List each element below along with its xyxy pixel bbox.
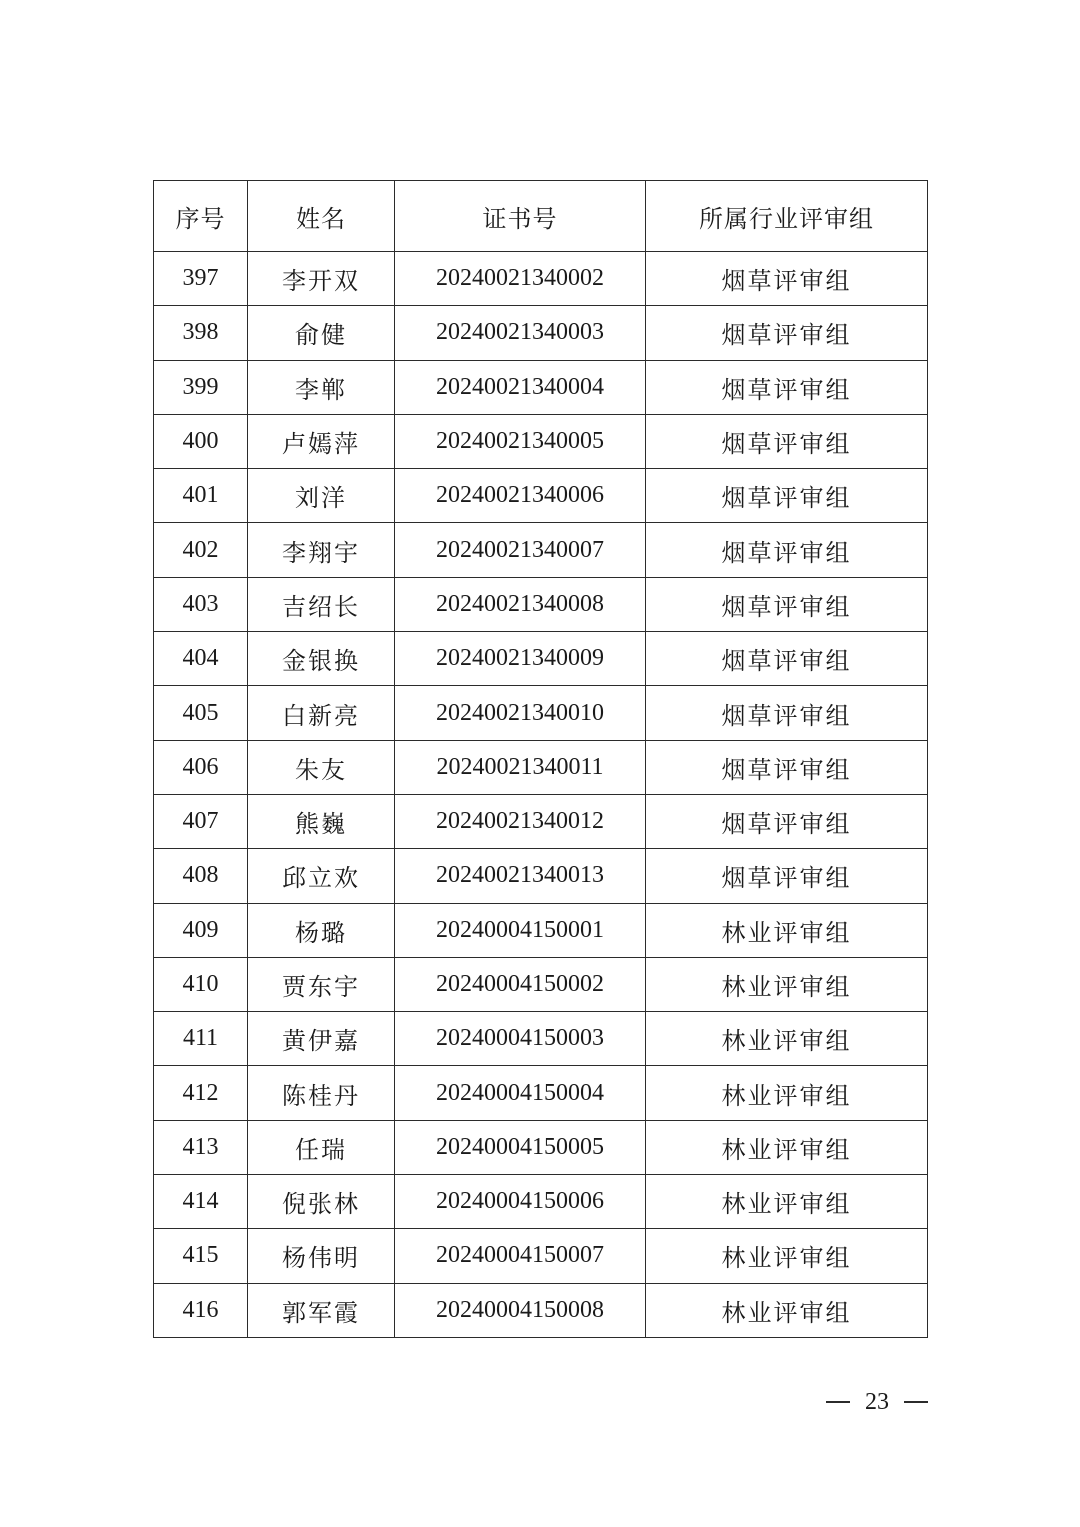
table-row	[154, 794, 928, 848]
cell-certificate: 20240004150008	[395, 1283, 646, 1337]
cell-review-group: 林业评审组	[646, 957, 928, 1011]
cell-certificate: 20240004150004	[395, 1066, 646, 1120]
table-row	[154, 414, 928, 468]
cell-review-group: 林业评审组	[646, 1229, 928, 1283]
cell-name: 金银换	[248, 632, 395, 686]
table-row	[154, 740, 928, 794]
table-row	[154, 632, 928, 686]
cell-review-group: 烟草评审组	[646, 577, 928, 631]
cell-number: 399	[154, 360, 248, 414]
page-number: 23	[865, 1388, 889, 1415]
table-row	[154, 469, 928, 523]
table-row	[154, 1175, 928, 1229]
cell-number: 403	[154, 577, 248, 631]
cell-certificate: 20240021340010	[395, 686, 646, 740]
cell-name: 杨璐	[248, 903, 395, 957]
cell-certificate: 20240021340009	[395, 632, 646, 686]
header-review-group: 所属行业评审组	[646, 181, 928, 252]
table-row	[154, 577, 928, 631]
table-row	[154, 252, 928, 306]
table-row	[154, 686, 928, 740]
cell-name: 倪张林	[248, 1175, 395, 1229]
table-body	[154, 252, 928, 1338]
cell-certificate: 20240004150001	[395, 903, 646, 957]
header-name: 姓名	[248, 181, 395, 252]
cell-number: 398	[154, 306, 248, 360]
cell-number: 412	[154, 1066, 248, 1120]
cell-certificate: 20240021340005	[395, 414, 646, 468]
table-row	[154, 903, 928, 957]
table-row	[154, 849, 928, 903]
table-row	[154, 1283, 928, 1337]
cell-certificate: 20240021340012	[395, 794, 646, 848]
cell-review-group: 林业评审组	[646, 1283, 928, 1337]
cell-review-group: 烟草评审组	[646, 469, 928, 523]
cell-review-group: 烟草评审组	[646, 740, 928, 794]
header-certificate: 证书号	[395, 181, 646, 252]
cell-name: 任瑞	[248, 1120, 395, 1174]
cell-number: 413	[154, 1120, 248, 1174]
cell-review-group: 林业评审组	[646, 1012, 928, 1066]
cell-name: 朱友	[248, 740, 395, 794]
cell-certificate: 20240004150003	[395, 1012, 646, 1066]
cell-number: 397	[154, 252, 248, 306]
cell-certificate: 20240021340007	[395, 523, 646, 577]
cell-certificate: 20240004150007	[395, 1229, 646, 1283]
table-row	[154, 957, 928, 1011]
cell-number: 411	[154, 1012, 248, 1066]
cell-review-group: 烟草评审组	[646, 306, 928, 360]
cell-number: 408	[154, 849, 248, 903]
cell-certificate: 20240021340013	[395, 849, 646, 903]
cell-certificate: 20240004150005	[395, 1120, 646, 1174]
cell-name: 吉绍长	[248, 577, 395, 631]
cell-name: 李翔宇	[248, 523, 395, 577]
cell-name: 刘洋	[248, 469, 395, 523]
cell-number: 400	[154, 414, 248, 468]
cell-review-group: 烟草评审组	[646, 523, 928, 577]
cell-review-group: 林业评审组	[646, 903, 928, 957]
cell-review-group: 烟草评审组	[646, 414, 928, 468]
cell-name: 杨伟明	[248, 1229, 395, 1283]
table-row	[154, 1120, 928, 1174]
cell-number: 404	[154, 632, 248, 686]
table-row	[154, 1229, 928, 1283]
cell-review-group: 烟草评审组	[646, 686, 928, 740]
cell-name: 贾东宇	[248, 957, 395, 1011]
cell-number: 405	[154, 686, 248, 740]
cell-number: 407	[154, 794, 248, 848]
cell-certificate: 20240021340002	[395, 252, 646, 306]
page-footer	[826, 1387, 928, 1417]
cell-review-group: 烟草评审组	[646, 794, 928, 848]
cell-review-group: 烟草评审组	[646, 849, 928, 903]
certificate-table	[153, 180, 928, 1338]
cell-name: 白新亮	[248, 686, 395, 740]
table-row	[154, 306, 928, 360]
cell-certificate: 20240021340006	[395, 469, 646, 523]
cell-number: 401	[154, 469, 248, 523]
table-row	[154, 1012, 928, 1066]
cell-number: 402	[154, 523, 248, 577]
cell-review-group: 林业评审组	[646, 1175, 928, 1229]
cell-name: 陈桂丹	[248, 1066, 395, 1120]
cell-name: 熊巍	[248, 794, 395, 848]
dash-left	[826, 1401, 850, 1403]
cell-certificate: 20240021340008	[395, 577, 646, 631]
cell-review-group: 林业评审组	[646, 1066, 928, 1120]
cell-review-group: 烟草评审组	[646, 360, 928, 414]
cell-certificate: 20240021340003	[395, 306, 646, 360]
cell-certificate: 20240021340004	[395, 360, 646, 414]
cell-name: 俞健	[248, 306, 395, 360]
cell-number: 415	[154, 1229, 248, 1283]
table-row	[154, 1066, 928, 1120]
cell-review-group: 烟草评审组	[646, 632, 928, 686]
cell-name: 李开双	[248, 252, 395, 306]
cell-number: 406	[154, 740, 248, 794]
cell-number: 409	[154, 903, 248, 957]
header-number: 序号	[154, 181, 248, 252]
cell-number: 414	[154, 1175, 248, 1229]
cell-number: 416	[154, 1283, 248, 1337]
cell-name: 李郸	[248, 360, 395, 414]
cell-name: 卢嫣萍	[248, 414, 395, 468]
cell-review-group: 烟草评审组	[646, 252, 928, 306]
cell-number: 410	[154, 957, 248, 1011]
cell-name: 黄伊嘉	[248, 1012, 395, 1066]
cell-certificate: 20240021340011	[395, 740, 646, 794]
cell-review-group: 林业评审组	[646, 1120, 928, 1174]
cell-certificate: 20240004150002	[395, 957, 646, 1011]
cell-name: 郭军霞	[248, 1283, 395, 1337]
table-header-row	[154, 181, 928, 252]
cell-certificate: 20240004150006	[395, 1175, 646, 1229]
cell-name: 邱立欢	[248, 849, 395, 903]
dash-right	[904, 1401, 928, 1403]
table-row	[154, 523, 928, 577]
table-row	[154, 360, 928, 414]
